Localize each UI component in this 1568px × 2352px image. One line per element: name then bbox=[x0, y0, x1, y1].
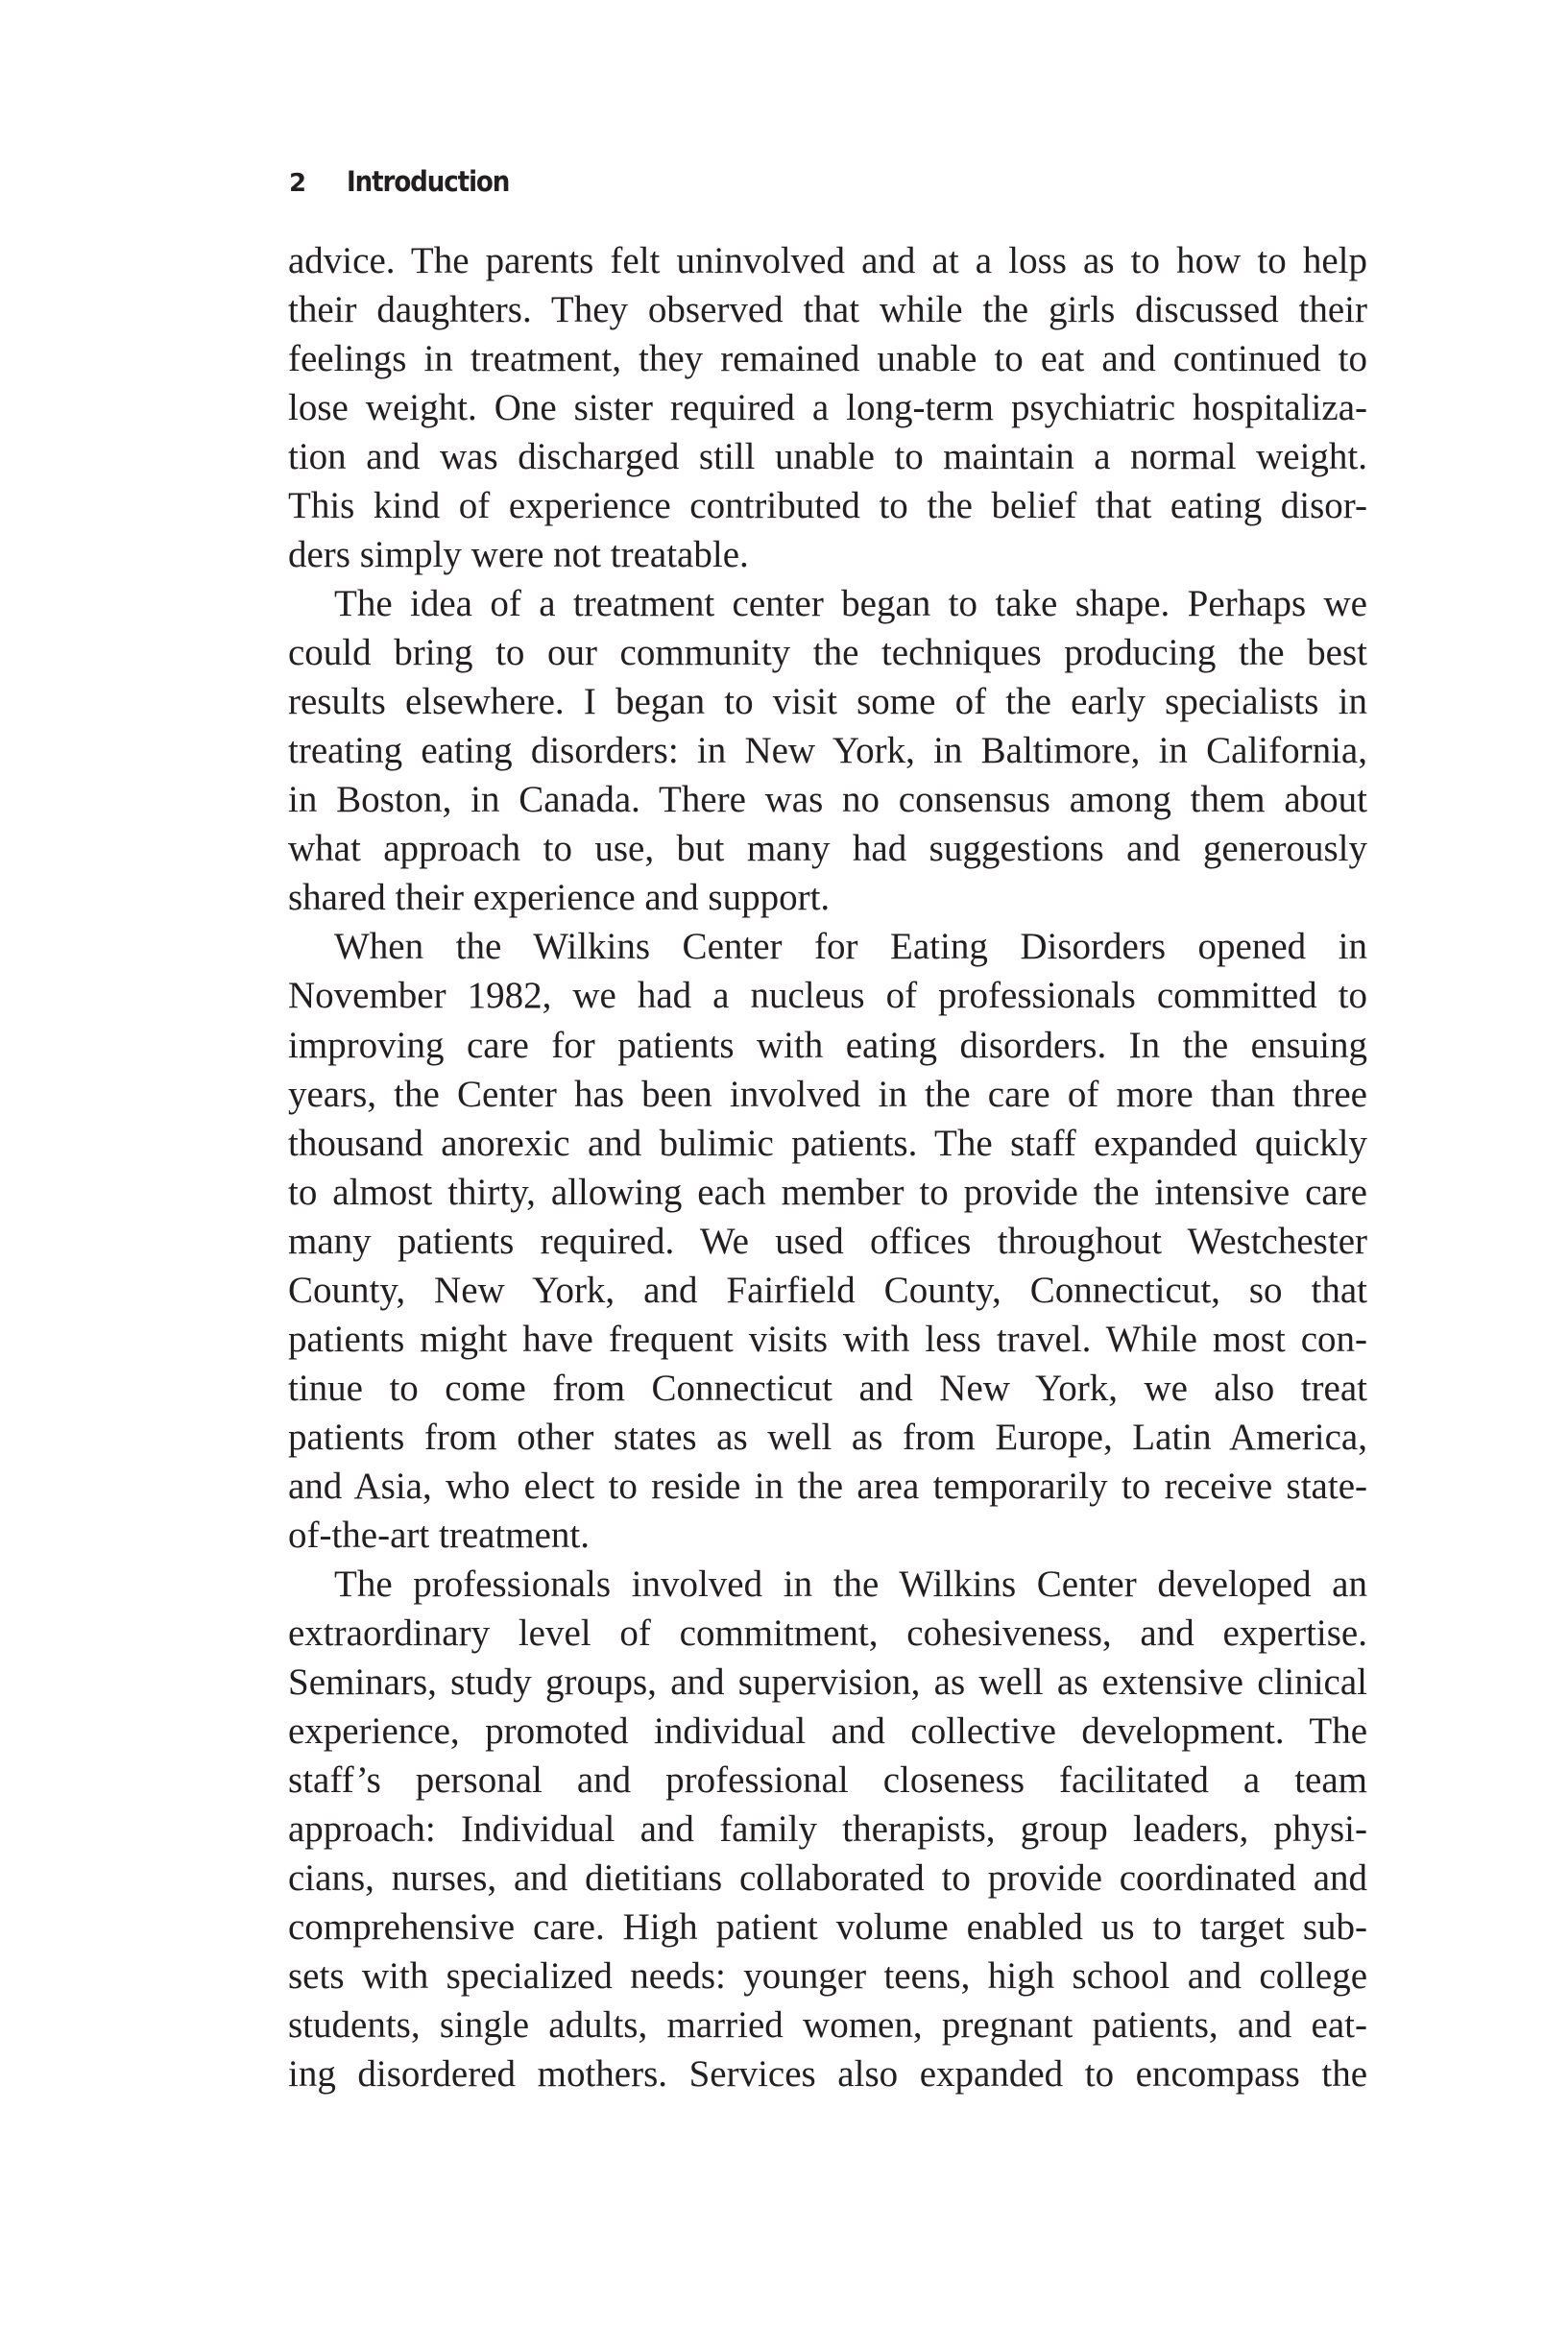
paragraph-3 bbox=[288, 922, 1367, 1559]
text-line: The professionals involved in the Wilkins Center developed an bbox=[334, 1563, 1367, 1605]
paragraph-4 bbox=[288, 1560, 1367, 2098]
text-line: in Boston, in Canada. There was no consensus among them about bbox=[288, 779, 1367, 821]
body-text bbox=[288, 236, 1367, 2098]
text-line: Seminars, study groups, and supervision, as well as extensive clinical bbox=[288, 1661, 1367, 1703]
text-line: ing disordered mothers. Services also expanded to encompass the bbox=[288, 2053, 1367, 2096]
text-line: of-the-art treatment. bbox=[288, 1514, 590, 1556]
text-line: years, the Center has been involved in the care of more than three bbox=[288, 1073, 1367, 1115]
text-line: patients might have frequent visits with less travel. While most con- bbox=[288, 1318, 1367, 1360]
text-line: treating eating disorders: in New York, in Baltimore, in California, bbox=[288, 730, 1367, 772]
text-line: to almost thirty, allowing each member to provide the intensive care bbox=[288, 1171, 1367, 1213]
text-line: could bring to our community the techniques producing the best bbox=[288, 632, 1367, 674]
text-line: extraordinary level of commitment, cohesiveness, and expertise. bbox=[288, 1612, 1367, 1654]
text-line: ders simply were not treatable. bbox=[288, 534, 749, 576]
text-line: improving care for patients with eating disorders. In the ensuing bbox=[288, 1024, 1367, 1066]
text-line: The idea of a treatment center began to take shape. Perhaps we bbox=[334, 583, 1367, 625]
text-line: patients from other states as well as from Europe, Latin America, bbox=[288, 1416, 1367, 1458]
text-line: what approach to use, but many had suggestions and generously bbox=[288, 828, 1367, 870]
paragraph-2 bbox=[288, 579, 1367, 922]
text-line: thousand anorexic and bulimic patients. The staff expanded quickly bbox=[288, 1122, 1367, 1164]
text-line: lose weight. One sister required a long-term psychiatric hospitaliza- bbox=[288, 387, 1367, 429]
running-title: Introduction bbox=[347, 165, 510, 198]
text-line: sets with specialized needs: younger teens, high school and college bbox=[288, 1955, 1367, 1998]
text-line: cians, nurses, and dietitians collaborated to provide coordinated and bbox=[288, 1857, 1367, 1900]
text-line: County, New York, and Fairfield County, Connecticut, so that bbox=[288, 1269, 1367, 1311]
text-line: and Asia, who elect to reside in the area temporarily to receive state- bbox=[288, 1465, 1367, 1507]
text-line: results elsewhere. I began to visit some of the early specialists in bbox=[288, 681, 1367, 723]
text-line: This kind of experience contributed to the belief that eating disor- bbox=[288, 485, 1367, 527]
text-line: their daughters. They observed that while the girls discussed their bbox=[288, 289, 1367, 331]
text-line: tinue to come from Connecticut and New York, we also treat bbox=[288, 1367, 1367, 1409]
text-line: When the Wilkins Center for Eating Disorders opened in bbox=[334, 926, 1367, 968]
paragraph-1 bbox=[288, 236, 1367, 579]
text-line: shared their experience and support. bbox=[288, 877, 831, 919]
text-line: students, single adults, married women, pregnant patients, and eat- bbox=[288, 2004, 1367, 2047]
text-line: approach: Individual and family therapists, group leaders, physi- bbox=[288, 1808, 1367, 1850]
text-line: advice. The parents felt uninvolved and at a loss as to how to help bbox=[288, 240, 1367, 281]
text-line: many patients required. We used offices throughout Westchester bbox=[288, 1220, 1367, 1262]
text-line: experience, promoted individual and collective development. The bbox=[288, 1709, 1367, 1752]
text-line: tion and was discharged still unable to maintain a normal weight. bbox=[288, 436, 1367, 478]
running-head bbox=[289, 165, 527, 204]
text-line: staff’s personal and professional closeness facilitated a team bbox=[288, 1758, 1367, 1801]
text-line: November 1982, we had a nucleus of professionals committed to bbox=[288, 975, 1367, 1017]
text-line: comprehensive care. High patient volume enabled us to target sub- bbox=[288, 1906, 1367, 1949]
text-line: feelings in treatment, they remained unable to eat and continued to bbox=[288, 338, 1367, 380]
page-number: 2 bbox=[289, 169, 307, 198]
